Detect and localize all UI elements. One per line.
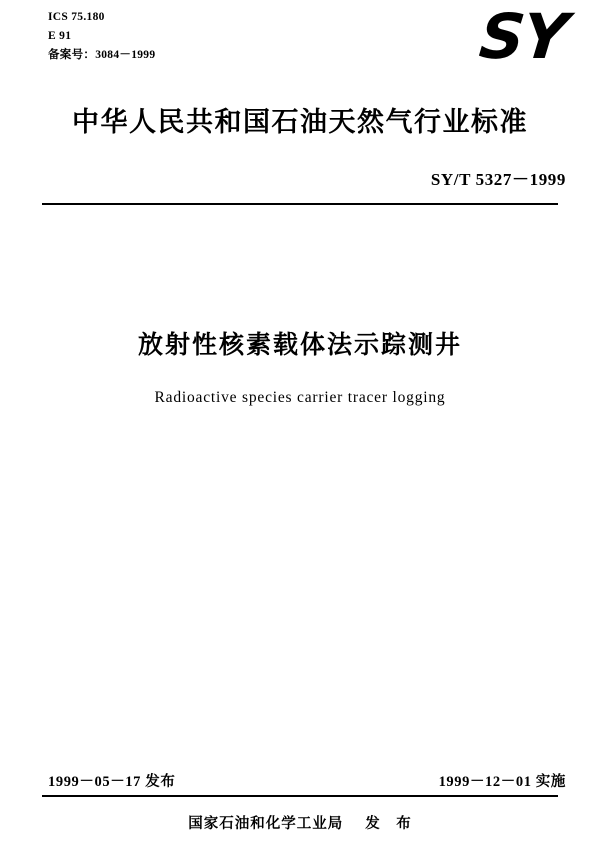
publish-label: 发 布 [365, 816, 412, 832]
document-title-en: Radioactive species carrier tracer logging [154, 389, 446, 406]
implementation-date: 1999－12－01 实施 [438, 774, 566, 790]
publisher-name: 国家石油和化学工业局 [188, 816, 344, 832]
document-meta-block [48, 8, 155, 65]
classification-code: E 91 [48, 30, 72, 42]
standard-number: SY/T 5327－1999 [430, 170, 566, 189]
sy-logo: SY [476, 0, 570, 73]
issue-date: 1999－05－17 发布 [48, 774, 176, 790]
document-title-cn: 放射性核素载体法示踪测井 [137, 330, 462, 359]
header-divider [42, 203, 558, 205]
standard-series-title: 中华人民共和国石油天然气行业标准 [72, 107, 528, 138]
record-number: 备案号：3084－1999 [48, 49, 156, 61]
footer-divider [42, 795, 558, 797]
publisher-line [0, 812, 600, 833]
ics-code: ICS 75.180 [48, 11, 105, 23]
